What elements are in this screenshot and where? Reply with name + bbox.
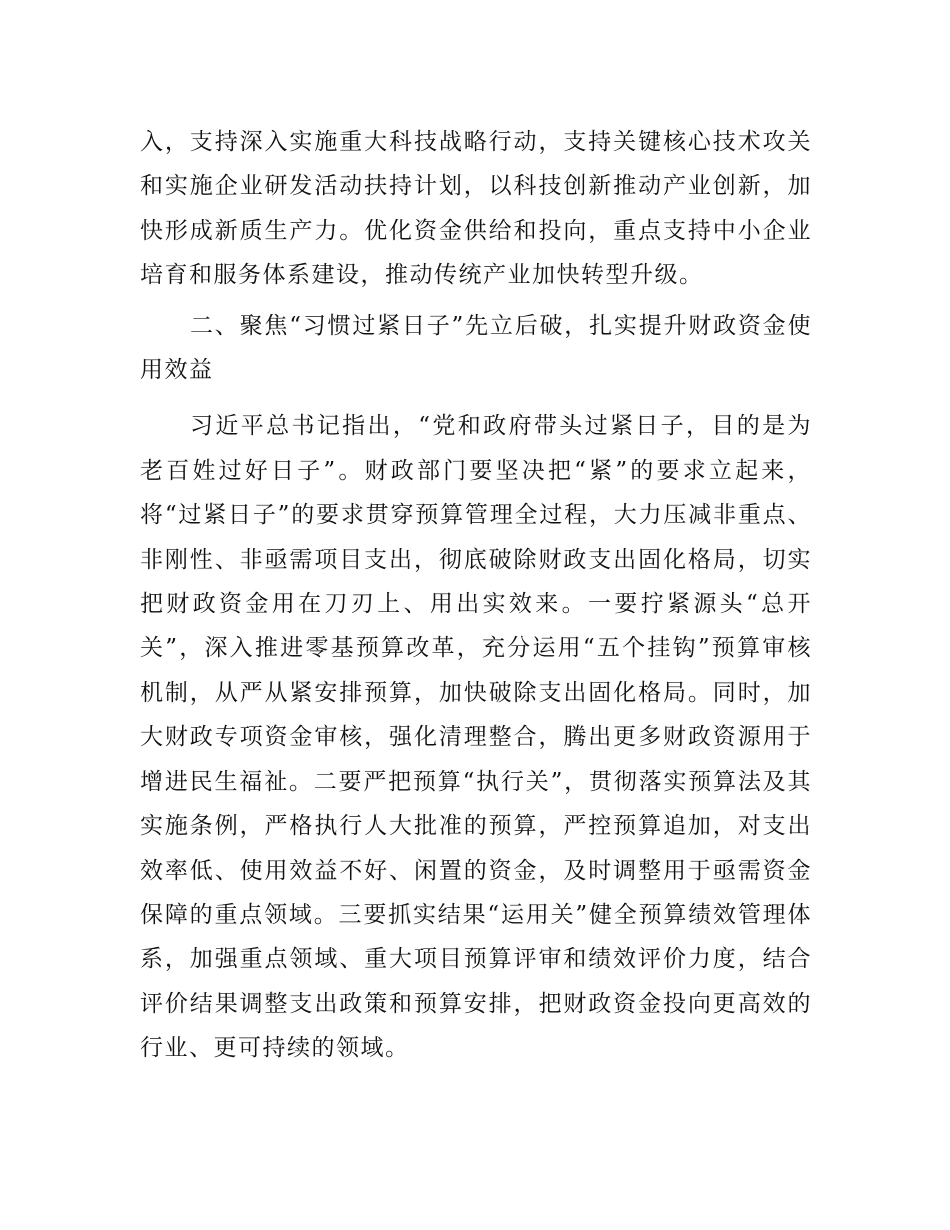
paragraph-body: 习近平总书记指出，“党和政府带头过紧日子，目的是为老百姓过好日子”。财政部门要坚决把“紧”的要求立起来，将“过紧日子”的要求贯穿预算管理全过程，大力压减非重点、非刚性、非亟需项目支出，彻底破除财政支出固化格局，切实把财政资金用在刀刃上、用出实效来。一要拧紧源头“总开关”，深入推进零基预算改革，充分运用“五个挂钩”预算审核机制，从严从紧安排预算，加快破除支出固化格局。同时，加大财政专项资金审核，强化清理整合，腾出更多财政资源用于增进民生福祉。二要严把预算“执行关”，贯彻落实预算法及其实施条例，严格执行人大批准的预算，严控预算追加，对支出效率低、使用效益不好、闲置的资金，及时调整用于亟需资金保障的重点领域。三要抓实结果“运用关”健全预算绩效管理体系，加强重点领域、重大项目预算评审和绩效评价力度，结合评价结果调整支出政策和预算安排，把财政资金投向更高效的行业、更可持续的领域。 (140, 413, 812, 1062)
paragraph-continuation: 入，支持深入实施重大科技战略行动，支持关键核心技术攻关和实施企业研发活动扶持计划，以科技创新推动产业创新，加快形成新质生产力。优化资金供给和投向，重点支持中小企业培育和服务体系建设，推动传统产业加快转型升级。 (140, 129, 812, 289)
section-heading: 二、聚焦“习惯过紧日子”先立后破，扎实提升财政资金使用效益 (140, 312, 812, 384)
document-body (140, 120, 812, 1077)
